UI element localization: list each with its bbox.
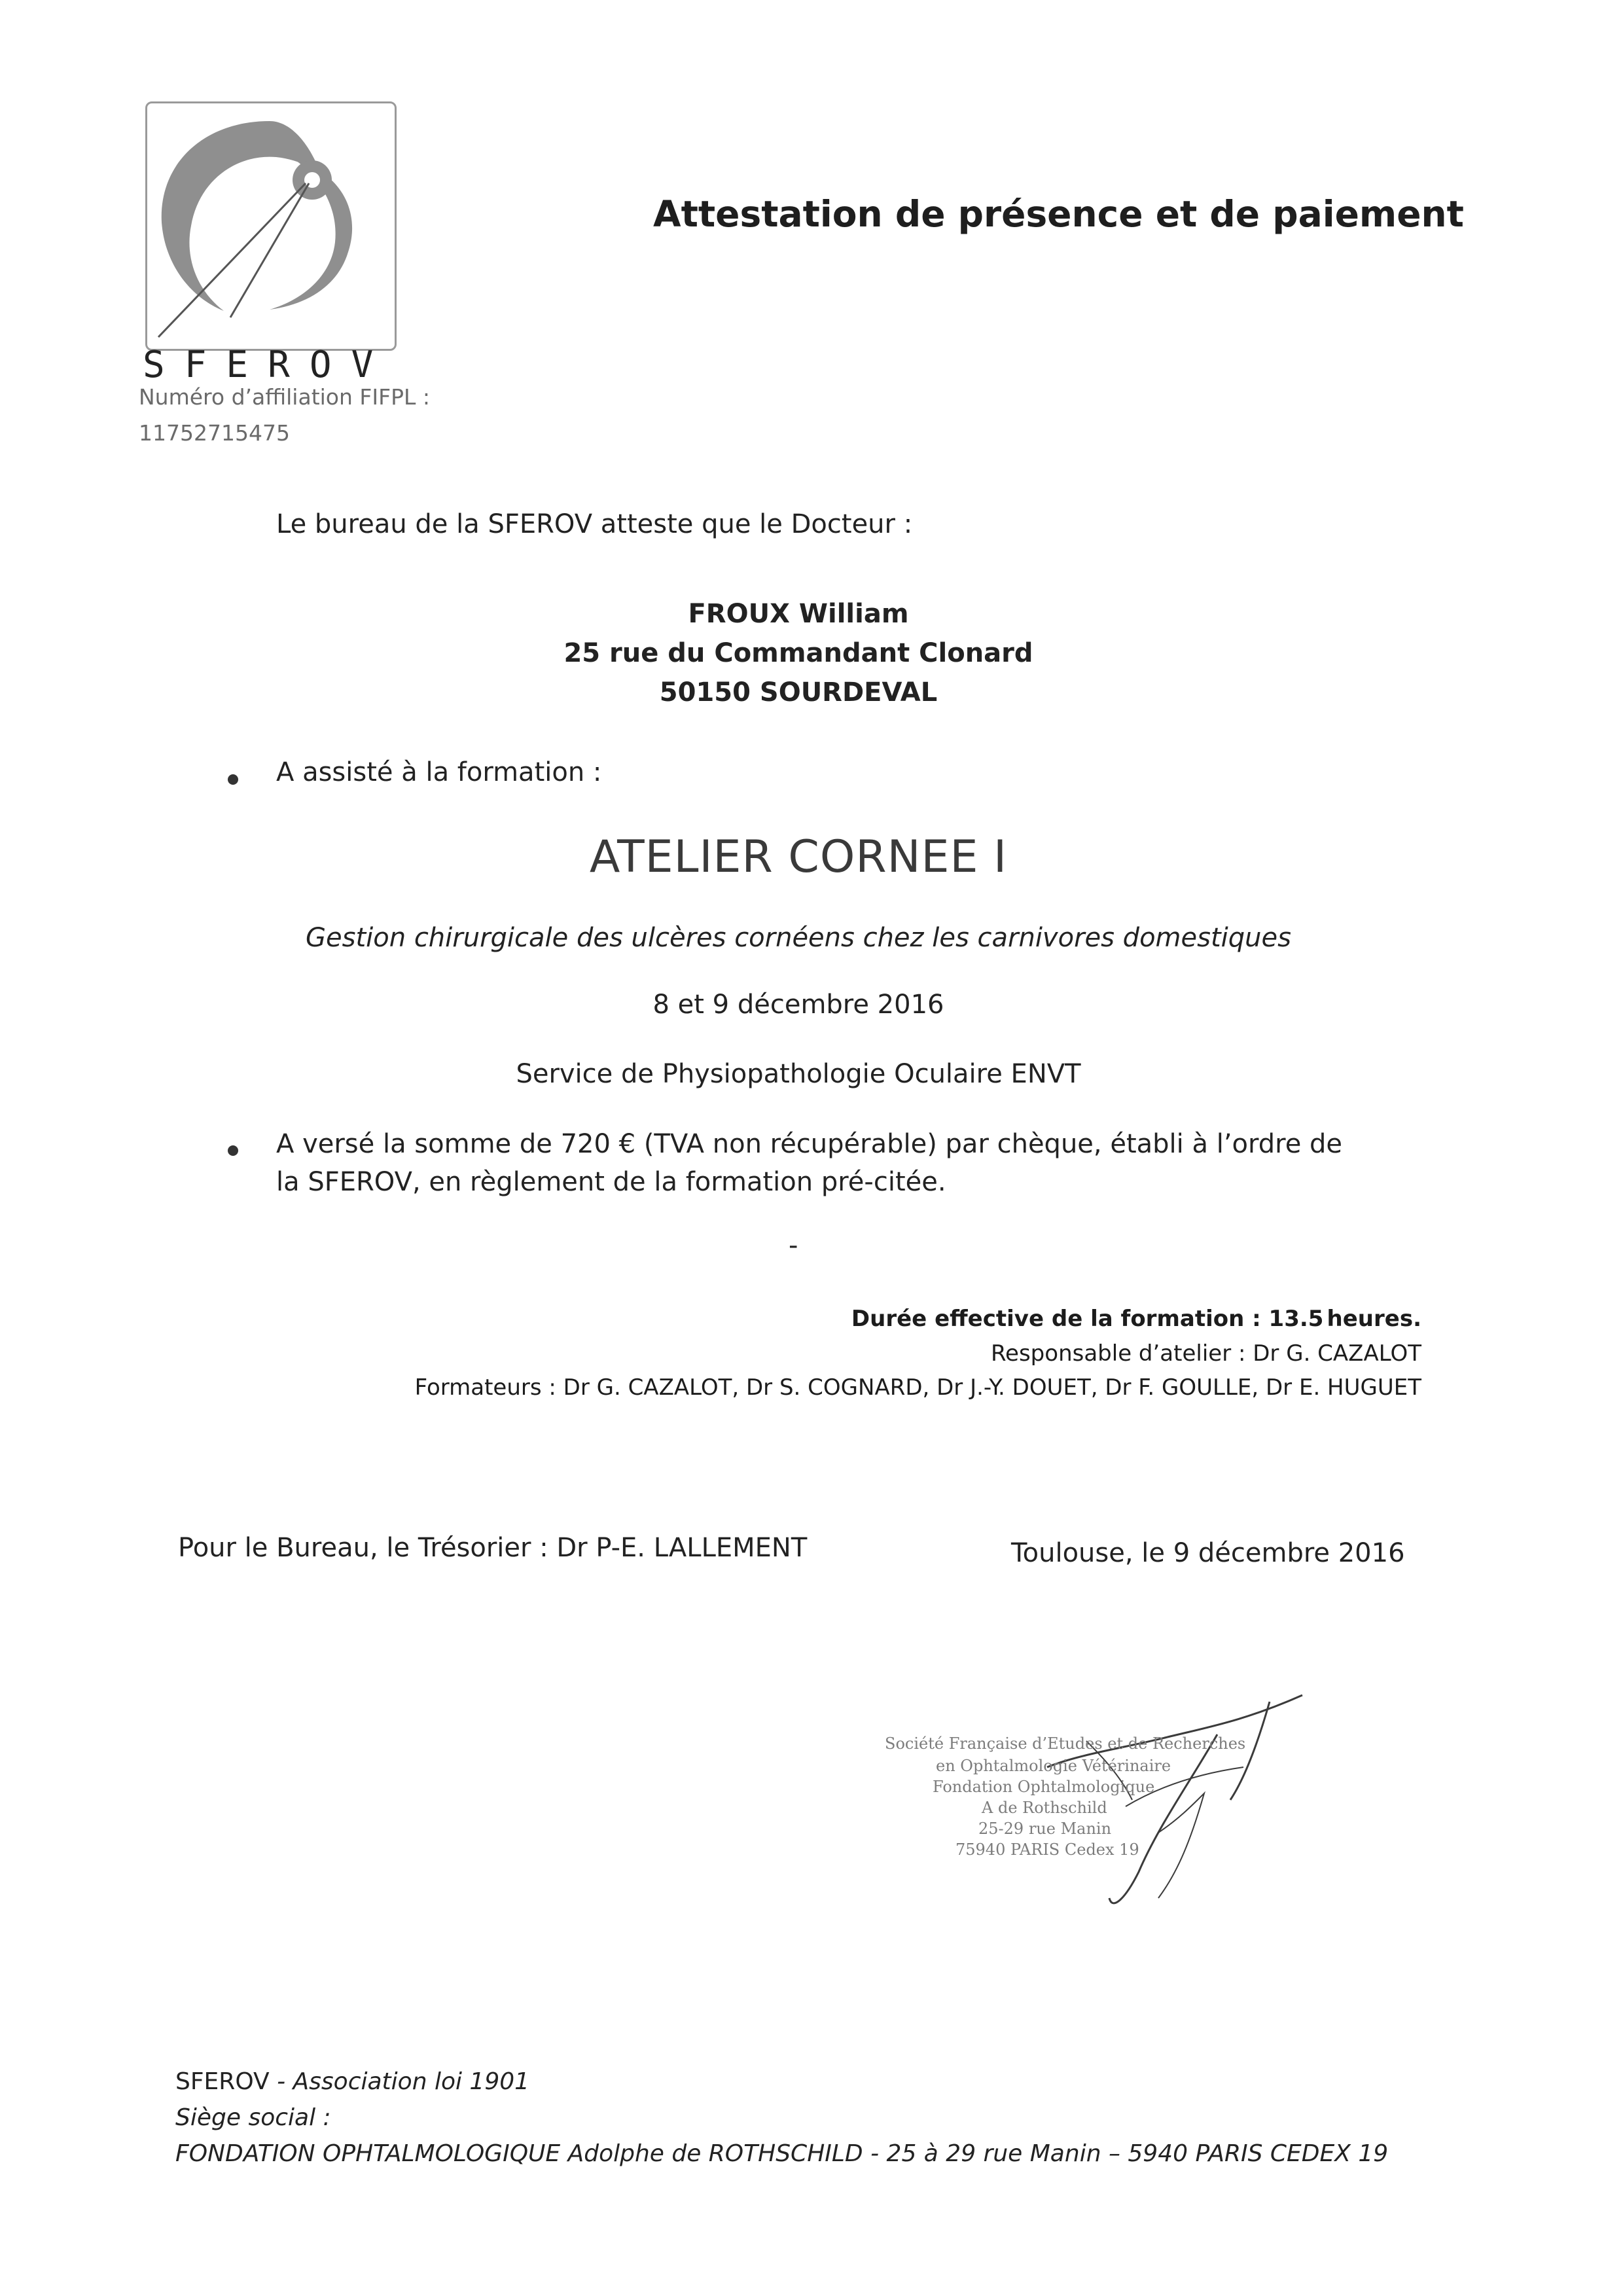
course-title: ATELIER CORNEE I	[589, 831, 1008, 883]
footer-address-foundation: FONDATION OPHTALMOLOGIQUE	[175, 2140, 561, 2167]
treasurer-line: Pour le Bureau, le Trésorier : Dr P-E. LALLEMENT	[178, 1533, 808, 1563]
attended-label: A assisté à la formation :	[276, 757, 602, 787]
place-date: Toulouse, le 9 décembre 2016	[1011, 1538, 1405, 1568]
stamp-line1: Société Française d’Etudes et de Recherches	[885, 1734, 1246, 1753]
recipient-address-line2: 50150 SOURDEVAL	[659, 677, 938, 708]
stamp-line6: 75940 PARIS Cedex 19	[955, 1840, 1139, 1859]
footer-seat-label: Siège social :	[175, 2104, 331, 2131]
logo-name: SFEROV	[143, 344, 393, 386]
payment-line2: la SFEROV, en règlement de la formation pré-citée.	[276, 1167, 946, 1197]
footer-address	[175, 2140, 1388, 2167]
bullet-icon	[228, 774, 238, 785]
course-dates: 8 et 9 décembre 2016	[652, 990, 944, 1020]
duration-label: Durée effective de la formation : 13.5	[851, 1306, 1324, 1332]
course-subtitle: Gestion chirurgicale des ulcères cornéens chez les carnivores domestiques	[306, 923, 1291, 953]
intro-text: Le bureau de la SFEROV atteste que le Docteur :	[276, 509, 913, 539]
trainers-line: Formateurs : Dr G. CAZALOT, Dr S. COGNARD, Dr J.-Y. DOUET, Dr F. GOULLE, Dr E. HUGUET	[414, 1374, 1421, 1401]
sferov-logo-icon	[145, 101, 393, 347]
responsible-line: Responsable d’atelier : Dr G. CAZALOT	[990, 1340, 1421, 1367]
footer-address-rest: Adolphe de ROTHSCHILD - 25 à 29 rue Manin – 5940 PARIS CEDEX 19	[560, 2140, 1389, 2167]
affiliation-label: Numéro d’affiliation FIFPL :	[139, 384, 430, 410]
recipient-name: FROUX William	[688, 599, 909, 629]
stamp-line2: en Ophtalmologie Vétérinaire	[936, 1757, 1171, 1775]
payment-line1: A versé la somme de 720 € (TVA non récupérable) par chèque, établi à l’ordre de	[276, 1129, 1343, 1159]
affiliation-number: 11752715475	[139, 420, 290, 446]
footer-org-type: - Association loi 1901	[269, 2068, 530, 2095]
course-location: Service de Physiopathologie Oculaire ENVT	[516, 1059, 1081, 1089]
footer-org-name: SFEROV	[175, 2068, 270, 2095]
footer-org-line	[175, 2068, 529, 2095]
separator-mark: -	[789, 1230, 798, 1261]
stamp-line4: A de Rothschild	[982, 1799, 1107, 1817]
duration-line	[851, 1306, 1421, 1332]
recipient-address-line1: 25 rue du Commandant Clonard	[563, 638, 1033, 668]
duration-unit: heures.	[1327, 1306, 1421, 1332]
stamp-line5: 25-29 rue Manin	[978, 1820, 1112, 1838]
stamp-line3: Fondation Ophtalmologique	[933, 1778, 1155, 1796]
bullet-icon	[228, 1145, 238, 1156]
page-title: Attestation de présence et de paiement	[653, 193, 1464, 235]
